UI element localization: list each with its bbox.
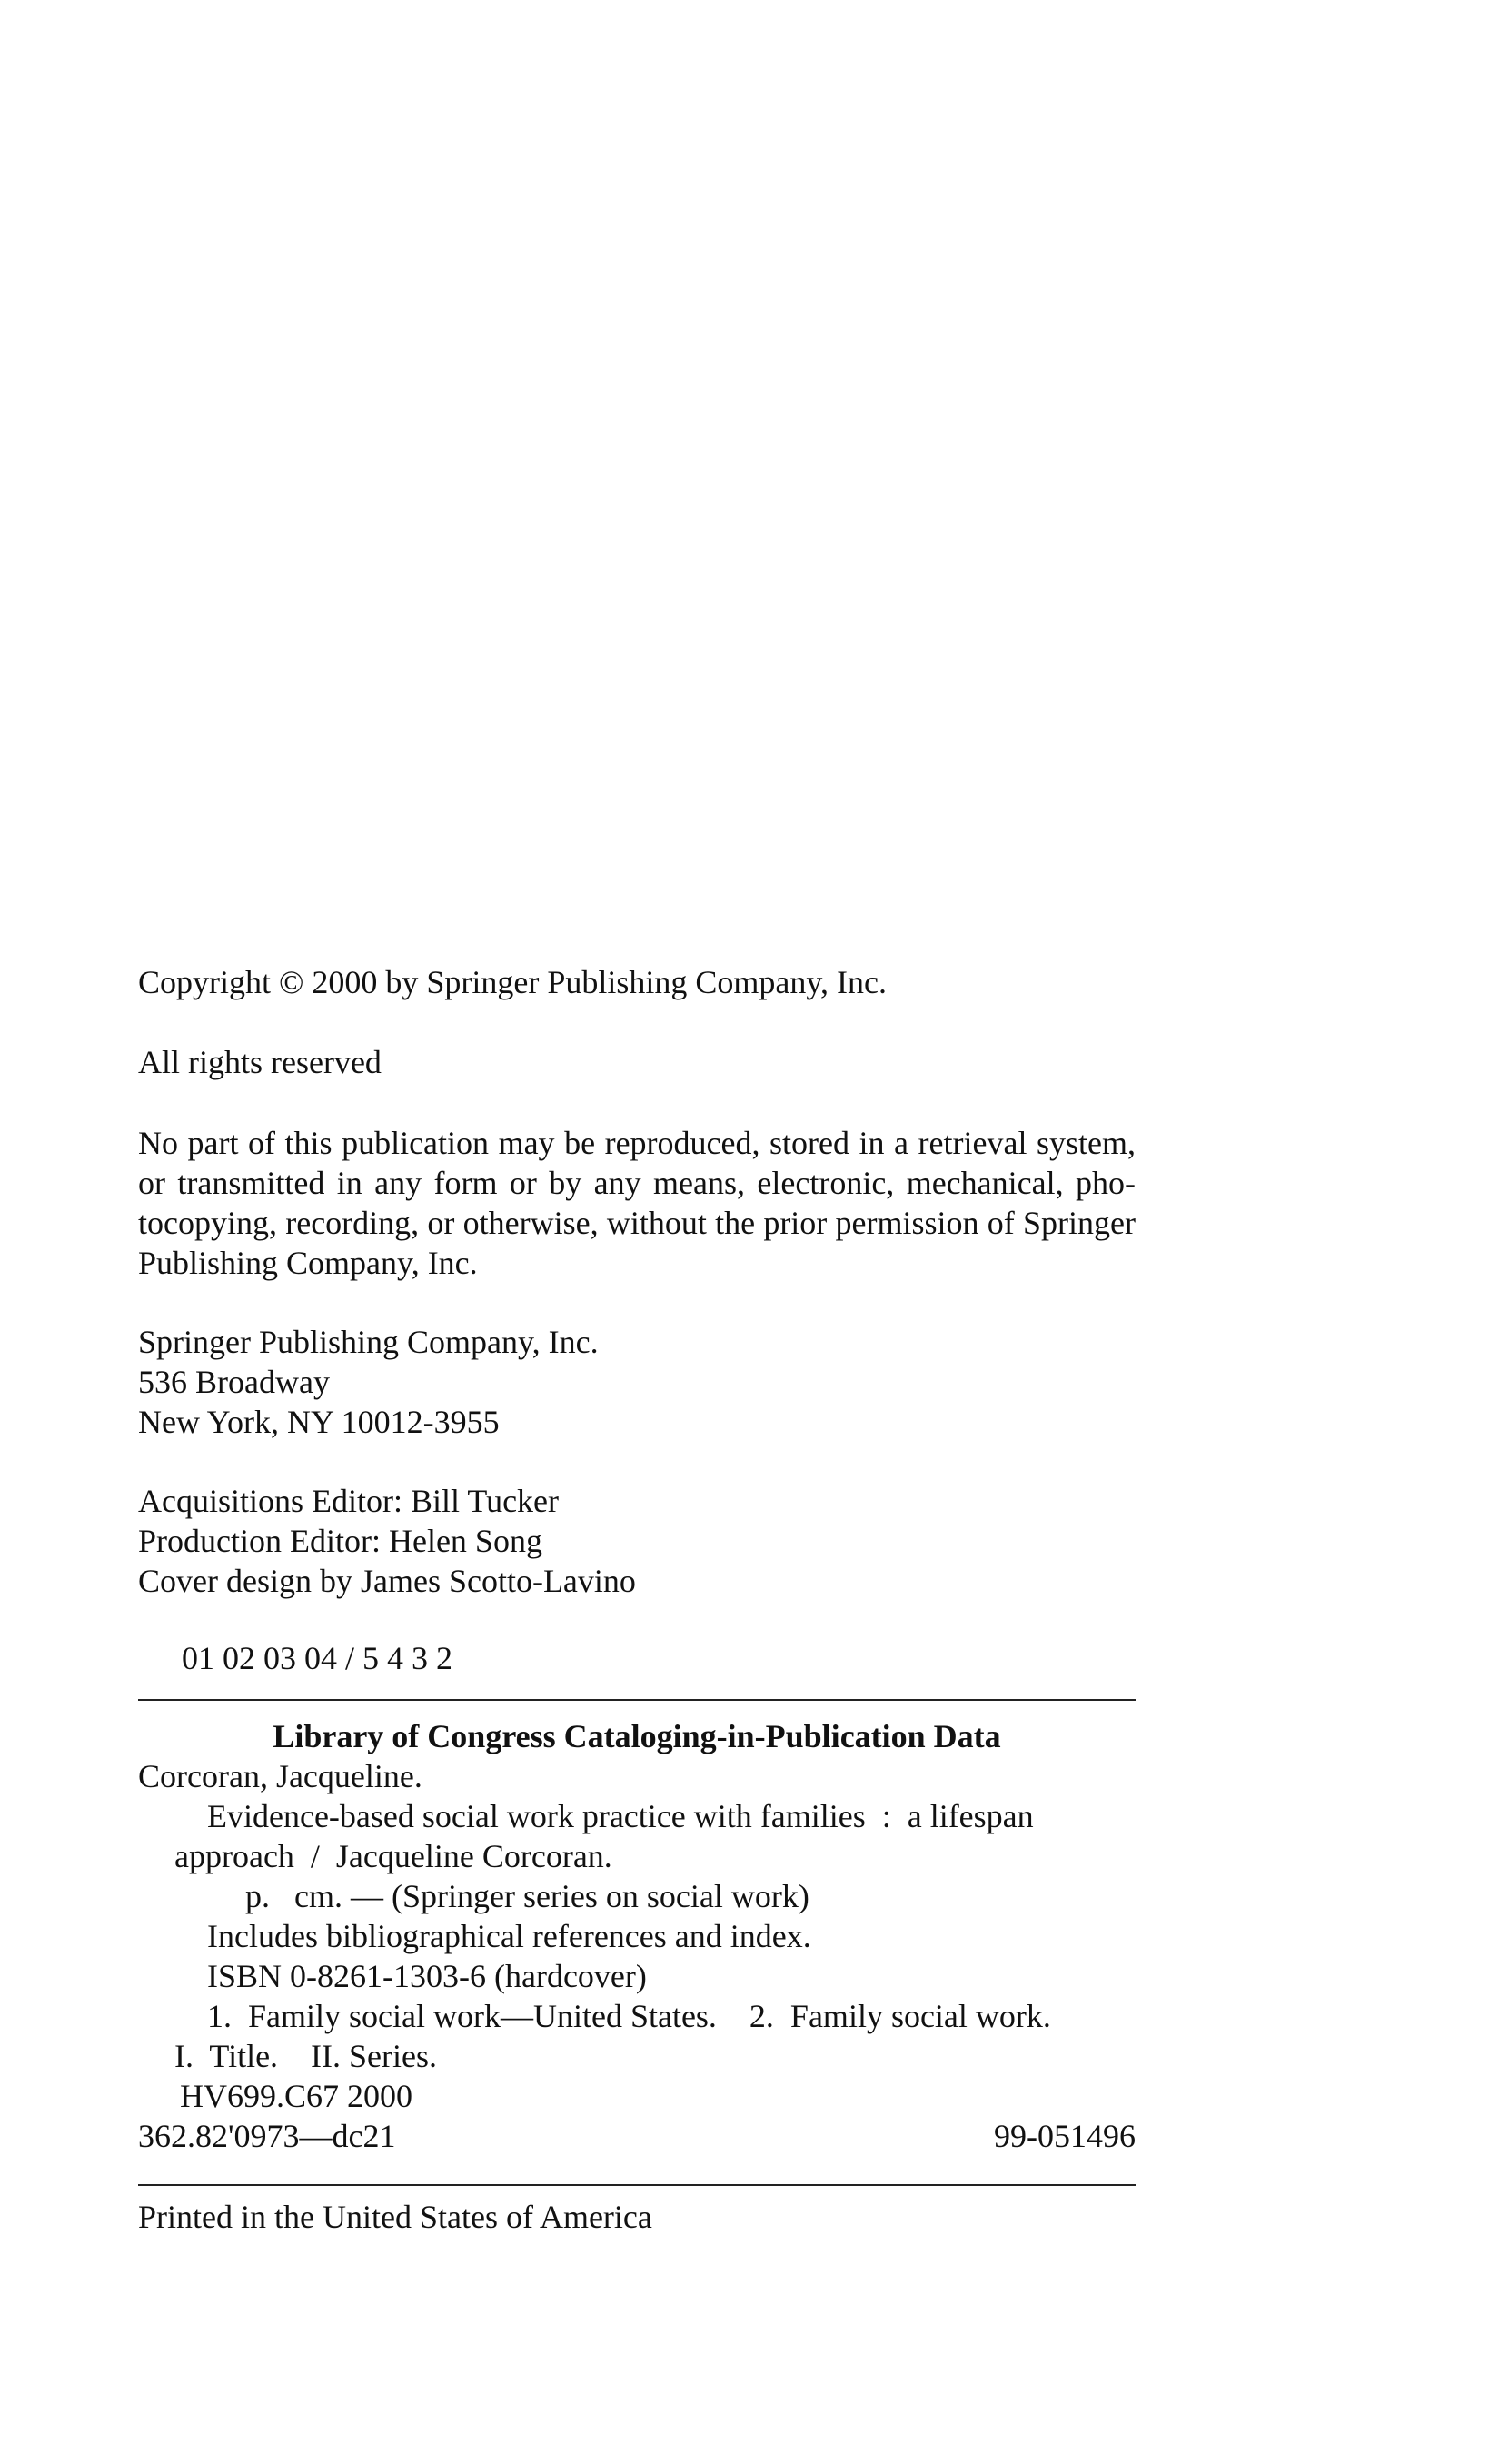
- cip-notes: Includes bibliographical references and index.: [207, 1918, 811, 1954]
- credit-line: Cover design by James Scotto-Lavino: [138, 1563, 636, 1599]
- permission-notice: [138, 1123, 1136, 1283]
- cip-title-line: Evidence-based social work practice with families : a lifespan: [207, 1798, 1034, 1834]
- notice-line: or transmitted in any form or by any means, electronic, mechanical, pho-: [138, 1165, 1136, 1201]
- publisher-address: [138, 1322, 1136, 1442]
- cip-subjects: 1. Family social work—United States. 2. Family social work.: [207, 1998, 1051, 2034]
- cip-lc-class: HV699.C67 2000: [180, 2078, 413, 2114]
- editorial-credits: [138, 1481, 1136, 1601]
- rights-reserved: All rights reserved: [138, 1044, 382, 1080]
- cip-heading: Library of Congress Cataloging-in-Publication Data: [273, 1718, 1001, 1754]
- cip-author: Corcoran, Jacqueline.: [138, 1758, 422, 1794]
- credit-line: Production Editor: Helen Song: [138, 1523, 542, 1559]
- cip-isbn: ISBN 0-8261-1303-6 (hardcover): [207, 1958, 647, 1994]
- address-line: Springer Publishing Company, Inc.: [138, 1324, 599, 1360]
- notice-line: tocopying, recording, or otherwise, without the prior permission of: [138, 1205, 1015, 1241]
- cip-physical: p. cm. — (Springer series on social work): [245, 1878, 809, 1914]
- cip-subjects: I. Title. II. Series.: [174, 2038, 438, 2074]
- printing-line: 01 02 03 04 / 5 4 3 2: [182, 1640, 453, 1676]
- address-line: New York, NY 10012-3955: [138, 1404, 500, 1440]
- cip-title-line: approach / Jacqueline Corcoran.: [174, 1838, 612, 1874]
- cip-dewey: 362.82'0973—dc21: [138, 2118, 396, 2154]
- printed-in: Printed in the United States of America: [138, 2199, 652, 2235]
- cip-lccn: 99-051496: [994, 2118, 1136, 2154]
- credit-line: Acquisitions Editor: Bill Tucker: [138, 1483, 560, 1519]
- copyright-line: Copyright © 2000 by Springer Publishing Company, Inc.: [138, 964, 887, 1000]
- bottom-divider: [138, 2184, 1136, 2186]
- address-line: 536 Broadway: [138, 1364, 330, 1400]
- top-divider: [138, 1699, 1136, 1701]
- notice-line: Springer Publishing Company, Inc.: [138, 1205, 1136, 1281]
- notice-line: No part of this publication may be reproduced, stored in a retrieval system,: [138, 1125, 1136, 1161]
